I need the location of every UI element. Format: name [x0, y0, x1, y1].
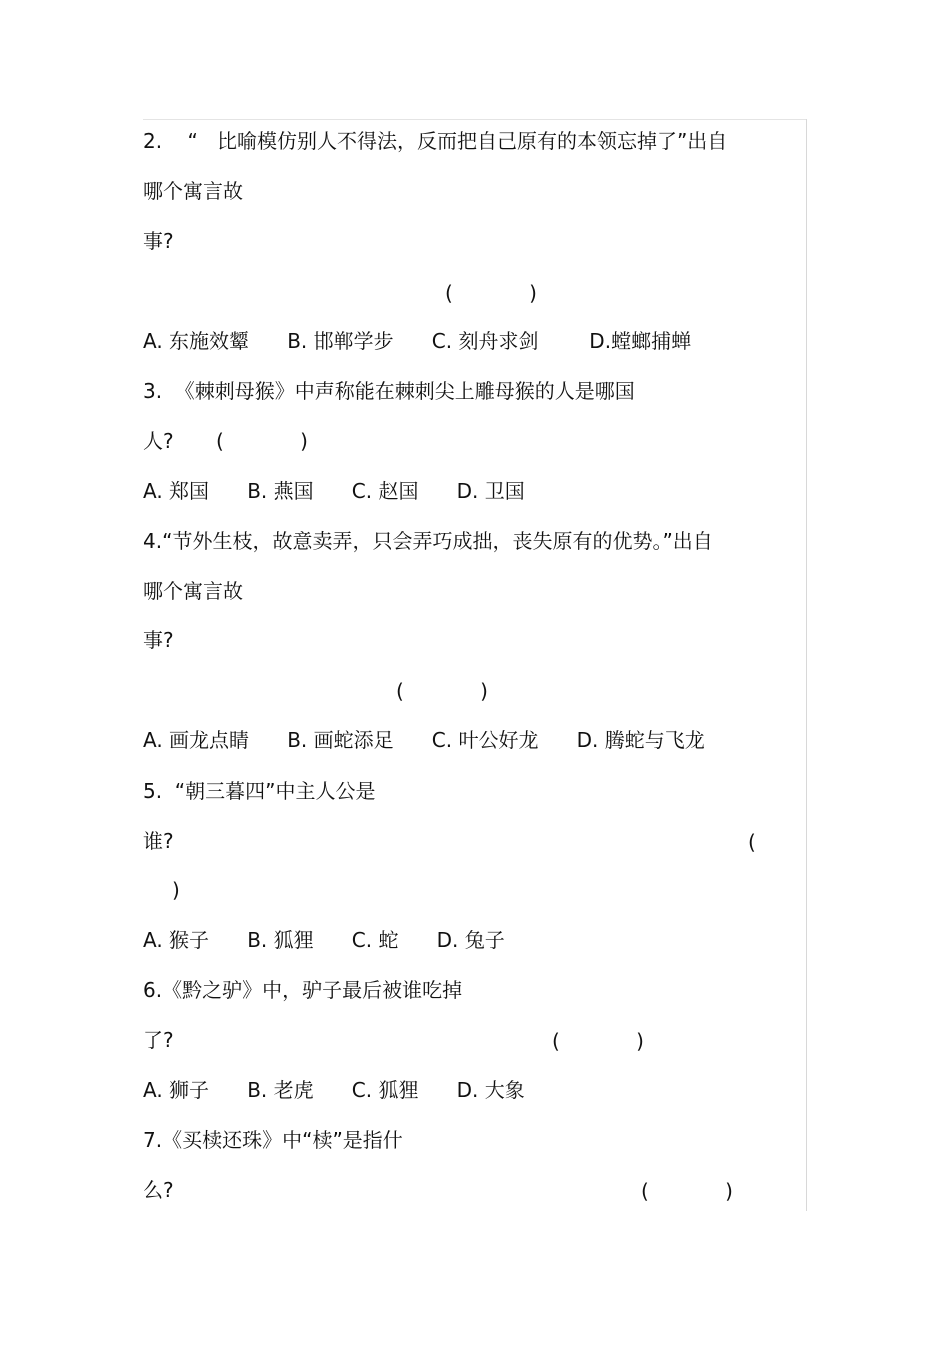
question-6-text-end: 了? [143, 1028, 174, 1052]
question-3-answer-blank: ( ) [216, 429, 308, 453]
question-3-options: A. 郑国 B. 燕国 C. 赵国 D. 卫国 [143, 479, 525, 503]
question-4-text-cont: 哪个寓言故 [143, 579, 243, 603]
question-6-options: A. 狮子 B. 老虎 C. 狐狸 D. 大象 [143, 1078, 525, 1102]
question-4-text: 4.“节外生枝，故意卖弄，只会弄巧成拙，丧失原有的优势。”出自 [143, 529, 713, 553]
question-2-text-end: 事? [143, 229, 174, 253]
question-2-answer-blank: ( ) [445, 281, 537, 305]
question-5-options: A. 猴子 B. 狐狸 C. 蛇 D. 兔子 [143, 928, 505, 952]
question-6-answer-blank: ( ) [552, 1029, 644, 1053]
question-2-text: 2. “ 比喻模仿别人不得法，反而把自己原有的本领忘掉了”出自 [143, 129, 728, 153]
question-2-text-cont: 哪个寓言故 [143, 179, 243, 203]
question-5-text: 5. “朝三暮四”中主人公是 [143, 779, 376, 803]
question-7-text: 7.《买椟还珠》中“椟”是指什 [143, 1128, 403, 1152]
question-7-answer-blank: ( ) [641, 1179, 733, 1203]
question-5-blank-close: ) [172, 878, 180, 902]
page-frame-right [806, 119, 807, 1211]
question-4-answer-blank: ( ) [396, 679, 488, 703]
question-4-options: A. 画龙点睛 B. 画蛇添足 C. 叶公好龙 D. 腾蛇与飞龙 [143, 728, 705, 752]
question-4-text-end: 事? [143, 628, 174, 652]
question-2-options: A. 东施效颦 B. 邯郸学步 C. 刻舟求剑 D.螳螂捕蝉 [143, 329, 692, 353]
question-6-text: 6.《黔之驴》中，驴子最后被谁吃掉 [143, 978, 463, 1002]
question-3-text-end: 人? [143, 429, 174, 453]
question-3-text: 3. 《棘刺母猴》中声称能在棘刺尖上雕母猴的人是哪国 [143, 379, 635, 403]
page-frame-top [143, 119, 807, 120]
question-7-text-end: 么? [143, 1178, 174, 1202]
question-5-text-end: 谁? [143, 829, 174, 853]
question-5-blank-open: ( [748, 830, 756, 854]
